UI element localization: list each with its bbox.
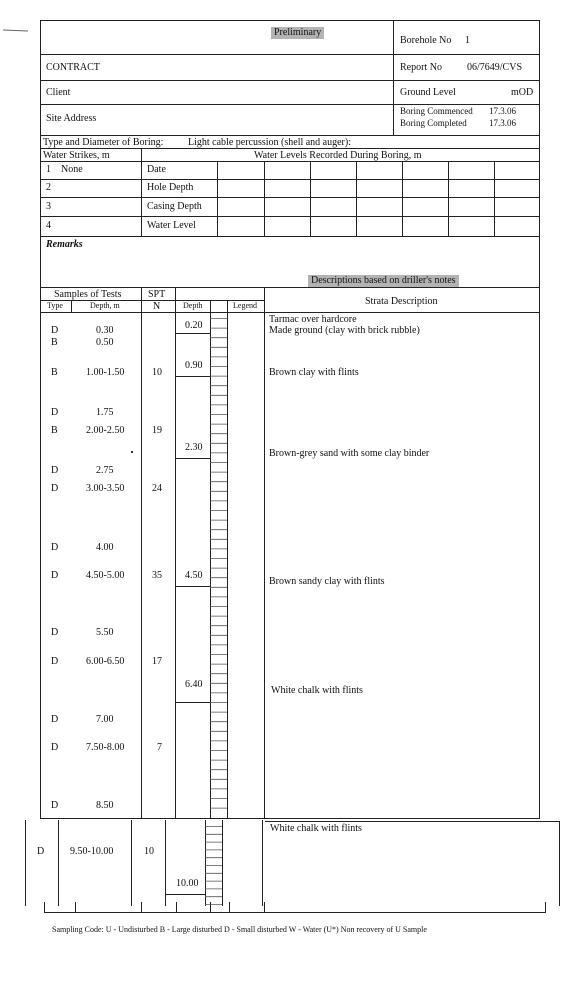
type-header: Type (47, 301, 63, 310)
spt-value: 35 (152, 570, 162, 581)
strike-number: 3 (46, 201, 51, 212)
spt-value: 17 (152, 656, 162, 667)
drillers-notes-note: Descriptions based on driller's notes (308, 275, 459, 287)
sample-depth: 4.00 (96, 542, 114, 553)
site-address-label: Site Address (46, 113, 97, 124)
strata-description: Brown-grey sand with some clay binder (269, 448, 430, 459)
sample-depth: 0.30 (96, 325, 114, 336)
spt-n-header: N (153, 301, 161, 312)
report-value: 06/7649/CVS (467, 62, 523, 73)
level-row-casing-depth: Casing Depth (147, 201, 202, 212)
strata-description: White chalk with flints (271, 685, 363, 696)
sample-depth: 4.50-5.00 (86, 570, 125, 581)
sample-type: D (51, 656, 59, 667)
sample-depth: 6.00-6.50 (86, 656, 125, 667)
sample-type: D (51, 483, 59, 494)
sample-depth: 1.00-1.50 (86, 367, 125, 378)
preliminary-stamp: Preliminary (271, 27, 324, 39)
spt-value: 7 (157, 742, 162, 753)
depth-m-header: Depth, m (90, 301, 120, 310)
sample-type: D (51, 407, 59, 418)
ground-level-label: Ground Level (400, 87, 456, 98)
boring-completed-value: 17.3.06 (489, 118, 516, 128)
strata-depth: 2.30 (185, 442, 203, 453)
depth-header: Depth (183, 301, 203, 310)
remarks-label: Remarks (46, 239, 83, 250)
continuation-spt-value: 10 (144, 846, 154, 857)
continuation-sample-depth: 9.50-10.00 (70, 846, 114, 857)
boring-commenced-label: Boring Commenced (400, 106, 473, 116)
strata-description: Brown sandy clay with flints (269, 576, 385, 587)
strike-number: 1 (46, 164, 51, 175)
client-label: Client (46, 87, 71, 98)
sample-depth: 3.00-3.50 (86, 483, 125, 494)
sampling-code-key: Sampling Code: U - Undisturbed B - Large disturbed D - Small disturbed W - Water (U*) Non recovery of U Sample (52, 925, 427, 934)
water-strikes-label: Water Strikes, m (43, 150, 110, 161)
strata-description: Made ground (clay with brick rubble) (269, 325, 420, 336)
strata-depth: 4.50 (185, 570, 203, 581)
strike-number: 4 (46, 220, 51, 231)
sample-type: D (51, 800, 59, 811)
strata-description: Brown clay with flints (269, 367, 359, 378)
boring-type-label: Type and Diameter of Boring: (43, 137, 164, 148)
contract-label: CONTRACT (46, 62, 100, 73)
sample-type: D (51, 325, 59, 336)
end-depth: 10.00 (176, 878, 199, 889)
stray-mark (131, 451, 133, 453)
sample-depth: 2.75 (96, 465, 114, 476)
spt-value: 19 (152, 425, 162, 436)
sample-type: D (51, 542, 59, 553)
sample-type: D (51, 627, 59, 638)
sample-depth: 5.50 (96, 627, 114, 638)
strata-header: Strata Description (365, 296, 438, 307)
sample-type: D (51, 714, 59, 725)
sample-type: D (51, 465, 59, 476)
report-label: Report No (400, 62, 442, 73)
samples-header: Samples of Tests (54, 289, 122, 300)
sample-type: B (51, 337, 58, 348)
sample-depth: 7.50-8.00 (86, 742, 125, 753)
strike-number: 2 (46, 182, 51, 193)
strata-depth: 0.20 (185, 320, 203, 331)
borehole-value: 1 (465, 35, 470, 46)
boring-commenced-value: 17.3.06 (489, 106, 516, 116)
spt-value: 10 (152, 367, 162, 378)
sample-type: D (51, 570, 59, 581)
level-row-date: Date (147, 164, 166, 175)
level-row-water-level: Water Level (147, 220, 196, 231)
strata-description: Tarmac over hardcore (269, 314, 357, 325)
boring-type-value: Light cable percussion (shell and auger): (188, 137, 351, 148)
sample-depth: 2.00-2.50 (86, 425, 125, 436)
level-row-hole-depth: Hole Depth (147, 182, 194, 193)
water-levels-label: Water Levels Recorded During Boring, m (254, 150, 422, 161)
sample-type: D (51, 742, 59, 753)
spt-value: 24 (152, 483, 162, 494)
spt-header: SPT (148, 289, 166, 300)
strata-depth: 0.90 (185, 360, 203, 371)
sample-depth: 7.00 (96, 714, 114, 725)
sample-depth: 0.50 (96, 337, 114, 348)
ground-level-unit: mOD (511, 87, 534, 98)
sample-depth: 8.50 (96, 800, 114, 811)
continuation-sample-type: D (37, 846, 45, 857)
continuation-strata: White chalk with flints (270, 823, 362, 834)
strike-text: None (61, 164, 83, 175)
sample-type: B (51, 367, 58, 378)
legend-header: Legend (233, 301, 257, 310)
borehole-label: Borehole No (400, 35, 452, 46)
strata-depth: 6.40 (185, 679, 203, 690)
sample-type: B (51, 425, 58, 436)
boring-completed-label: Boring Completed (400, 118, 467, 128)
sample-depth: 1.75 (96, 407, 114, 418)
